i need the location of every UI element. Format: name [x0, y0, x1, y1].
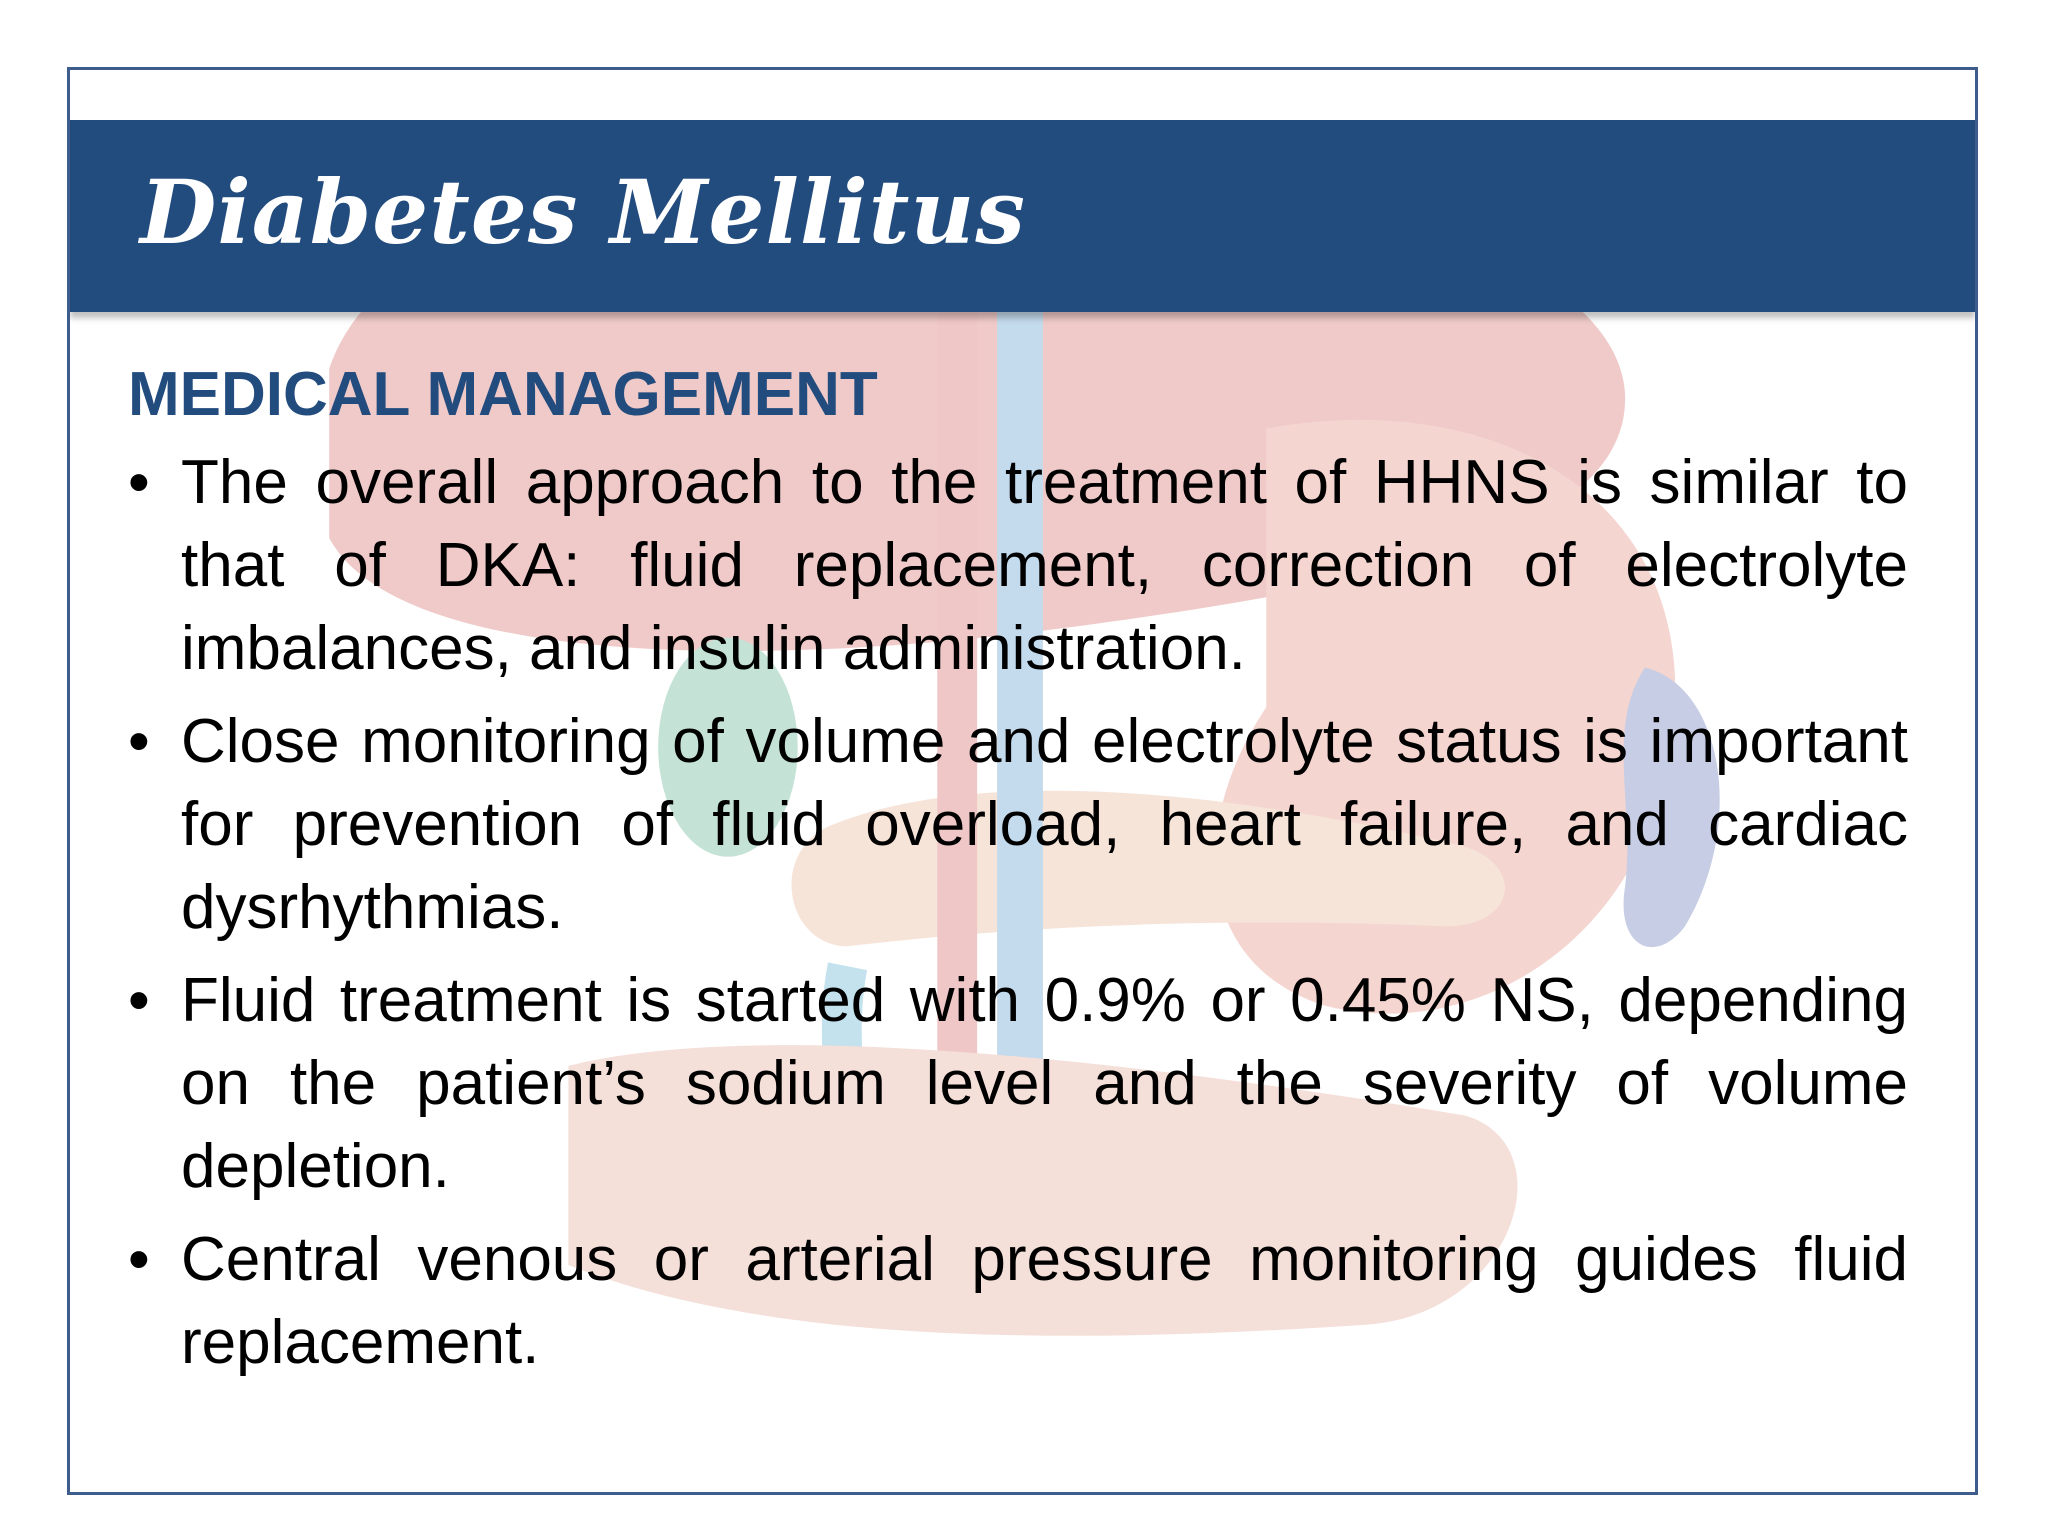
bullet-text: Central venous or arterial pressure monitoring guides fluid replacement.	[181, 1225, 1908, 1377]
bullet-icon: •	[128, 707, 150, 776]
bullet-text: The overall approach to the treatment of HHNS is similar to that of DKA: fluid replacement, correction of electrolyte imbalances, and insulin administration.	[181, 448, 1908, 683]
bullet-item	[128, 959, 1908, 1208]
bullet-icon: •	[128, 448, 150, 517]
bullet-item	[128, 441, 1908, 690]
bullet-item	[128, 1218, 1908, 1384]
bullet-list	[128, 441, 1908, 1384]
bullet-text: Fluid treatment is started with 0.9% or 0.45% NS, depending on the patient’s sodium level and the severity of volume depletion.	[181, 966, 1908, 1201]
bullet-icon: •	[128, 1225, 150, 1294]
slide-frame	[67, 67, 1978, 1495]
section-heading: MEDICAL MANAGEMENT	[128, 360, 878, 429]
bullet-text: Close monitoring of volume and electrolyte status is important for prevention of fluid overload, heart failure, and cardiac dysrhythmias.	[181, 707, 1908, 942]
bullet-icon: •	[128, 966, 150, 1035]
title-bar	[70, 120, 1975, 312]
slide-title: Diabetes Mellitus	[140, 160, 1026, 264]
slide-content	[128, 355, 1908, 1394]
bullet-item	[128, 700, 1908, 949]
